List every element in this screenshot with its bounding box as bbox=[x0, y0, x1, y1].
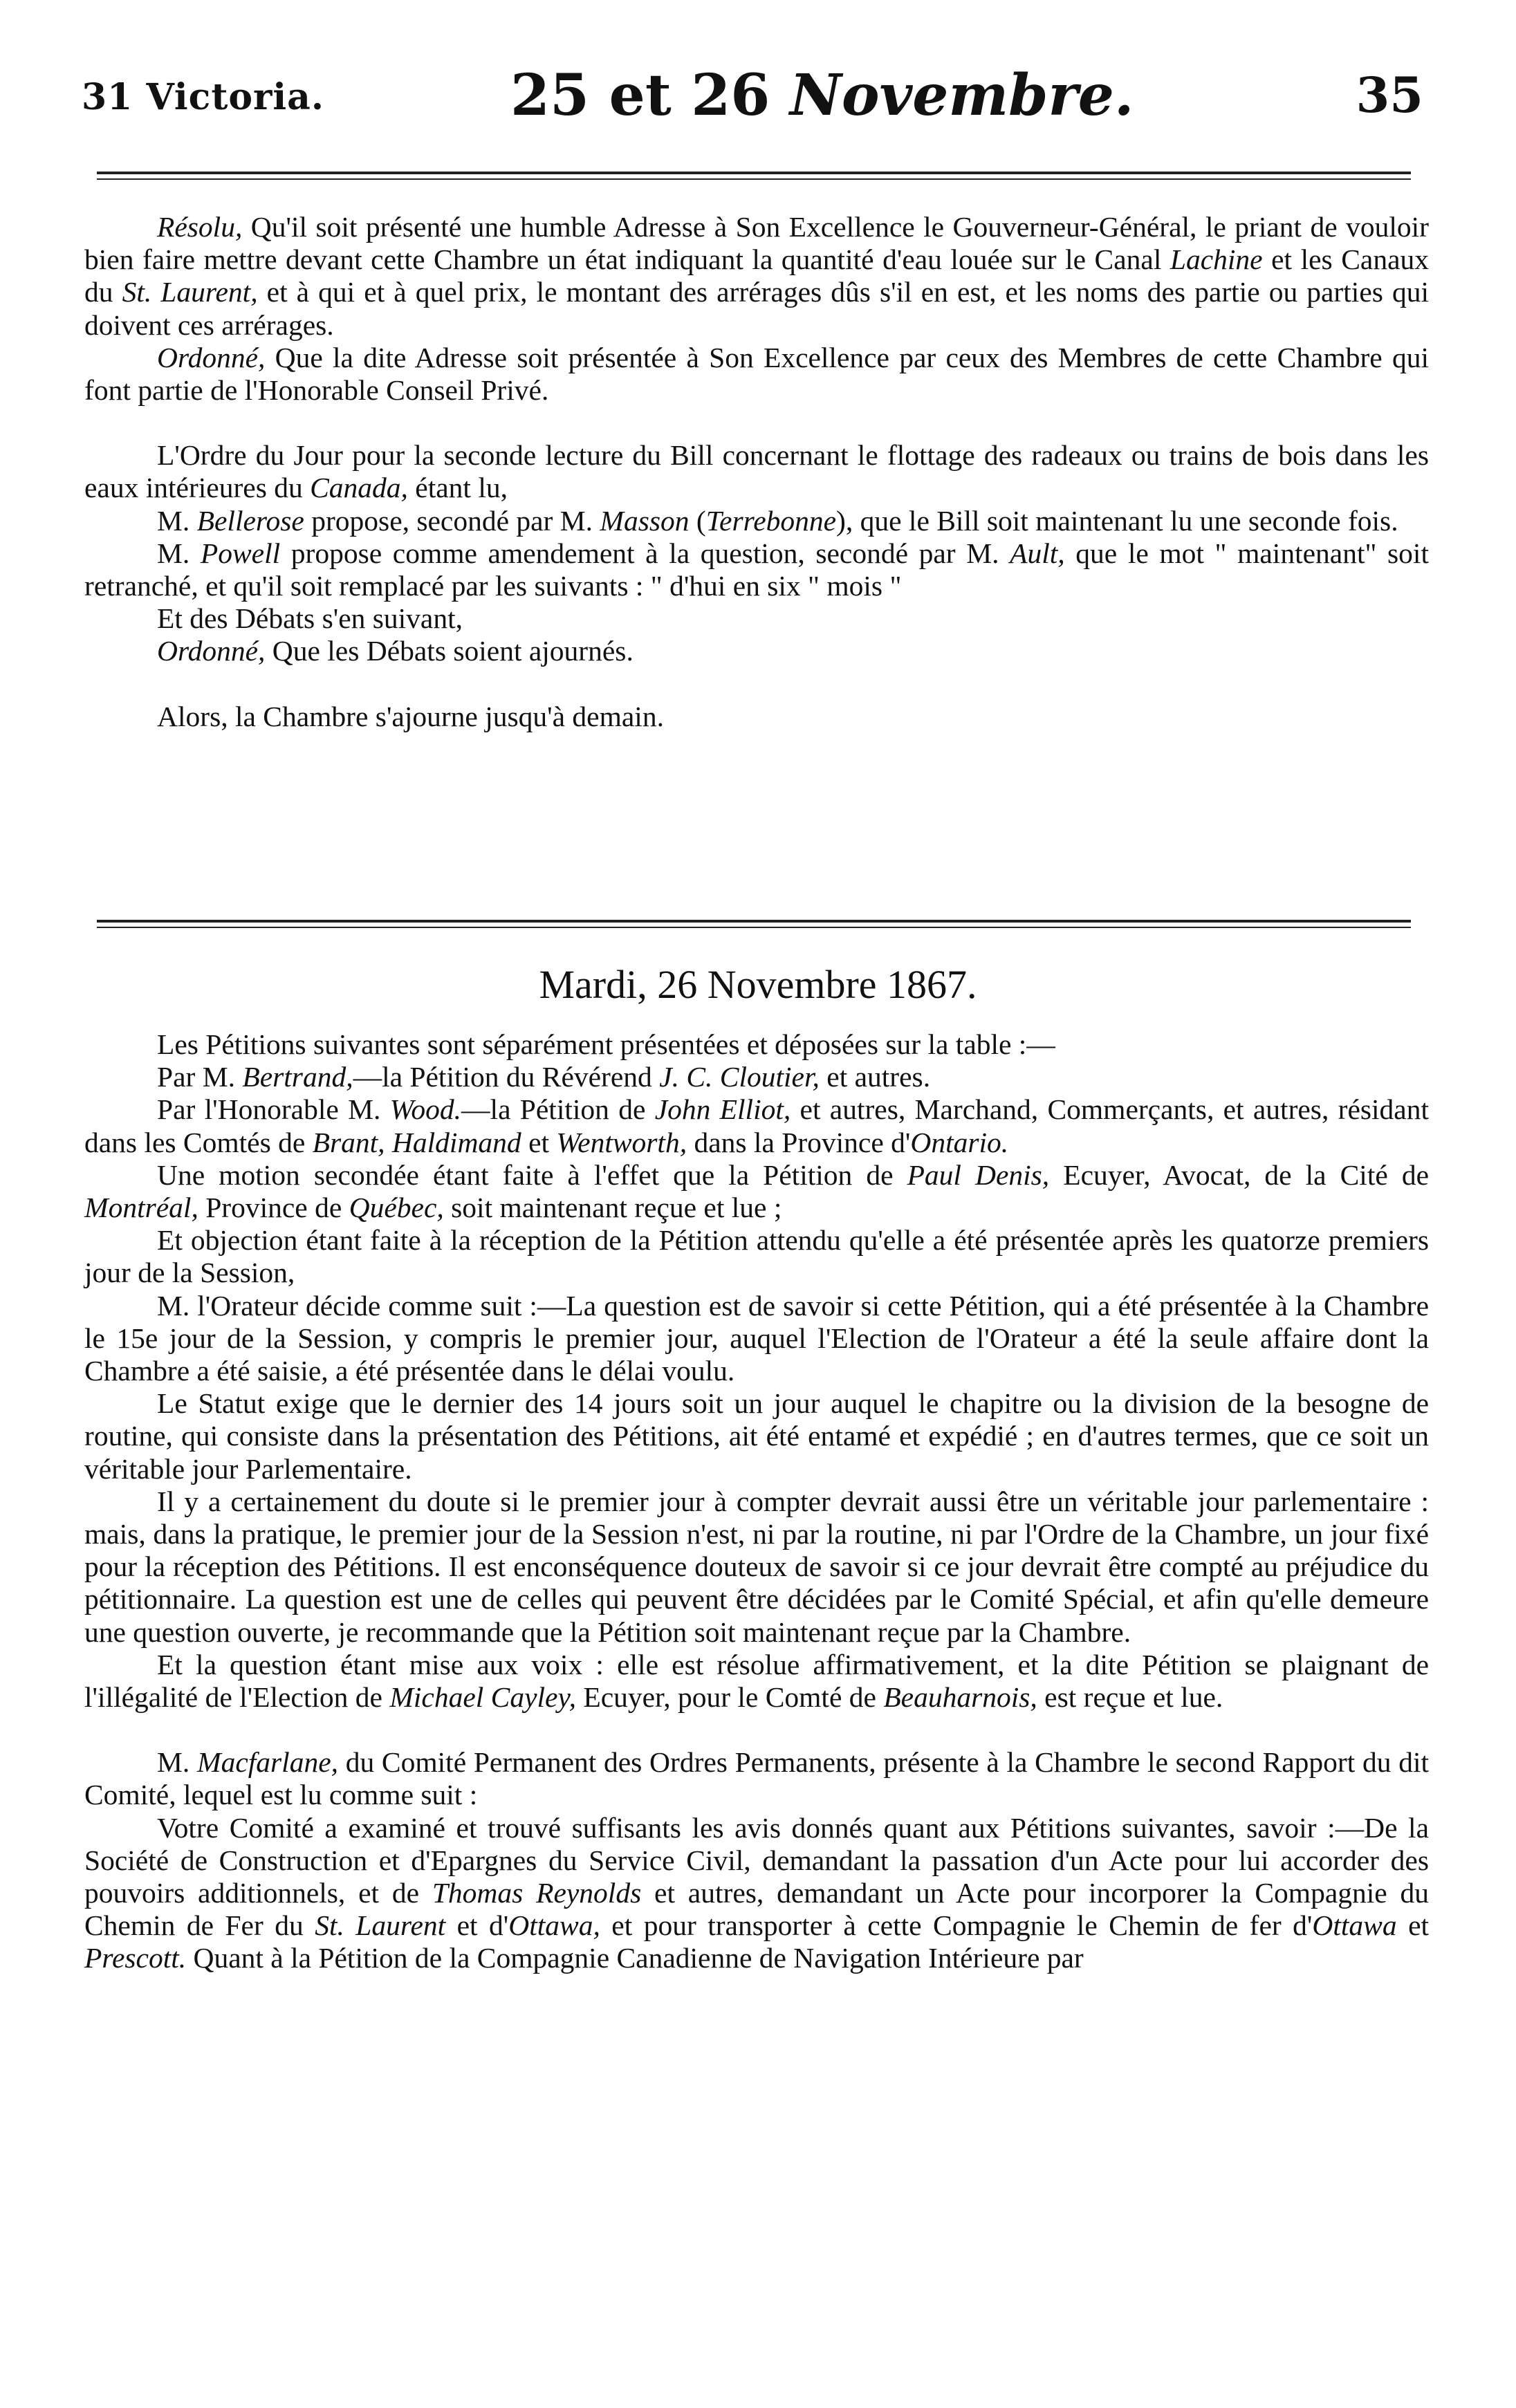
paragraph bbox=[84, 1812, 1429, 1975]
text-run: Que la dite Adresse soit présentée à Son Excellence par ceux des Membres de cette Chambre qui font partie de l'Honorable Conseil Privé. bbox=[84, 341, 1429, 407]
paragraph bbox=[84, 1159, 1429, 1224]
text-run: Que les Débats soient ajournés. bbox=[265, 635, 634, 667]
text-run: Par M. bbox=[157, 1061, 243, 1093]
text-run: Les Pétitions suivantes sont séparément présentées et déposées sur la table :— bbox=[157, 1028, 1055, 1060]
text-run: soit maintenant reçue et lue ; bbox=[443, 1192, 782, 1224]
running-head-date bbox=[510, 62, 1134, 129]
text-run: ), que le Bill soit maintenant lu une seconde fois. bbox=[836, 504, 1398, 537]
text-run: du Comité Permanent des Ordres Permanents, présente à la Chambre le second Rapport du dit Comité, lequel est lu comme suit : bbox=[84, 1746, 1429, 1811]
text-run: L'Ordre du Jour pour la seconde lecture du Bill concernant le flottage des radeaux ou trains de bois dans les eaux intérieures du bbox=[84, 439, 1429, 504]
section-rule bbox=[97, 920, 1411, 923]
italic-run: Wentworth, bbox=[556, 1126, 687, 1158]
paragraph bbox=[84, 211, 1429, 342]
text-run: Alors, la Chambre s'ajourne jusqu'à demain. bbox=[157, 700, 664, 732]
text-run: Province de bbox=[198, 1192, 349, 1224]
italic-run: Thomas Reynolds bbox=[432, 1877, 642, 1909]
italic-run: Québec, bbox=[349, 1192, 444, 1224]
text-run: que le mot " maintenant" soit retranché, et qu'il soit remplacé par les suivants : " d'hui en six " mois " bbox=[84, 537, 1429, 602]
italic-run: Prescott. bbox=[84, 1942, 187, 1974]
italic-run: Paul Denis, bbox=[907, 1158, 1050, 1191]
paragraph bbox=[84, 701, 1429, 733]
day-one-proceedings bbox=[84, 211, 1429, 733]
italic-run: Masson bbox=[600, 504, 690, 537]
italic-run: Powell bbox=[200, 537, 281, 569]
italic-run: Lachine bbox=[1170, 243, 1263, 276]
italic-run: Wood. bbox=[389, 1093, 462, 1126]
text-run: Ecuyer, Avocat, de la Cité de bbox=[1049, 1158, 1429, 1191]
paragraph bbox=[84, 537, 1429, 602]
text-run: Une motion secondée étant faite à l'effet que la Pétition de bbox=[157, 1158, 907, 1191]
italic-run: Ontario. bbox=[910, 1126, 1009, 1158]
header-rule bbox=[97, 172, 1411, 174]
section-rule-thin bbox=[97, 927, 1411, 928]
text-run: M. bbox=[157, 504, 197, 537]
text-run: est reçue et lue. bbox=[1037, 1681, 1223, 1714]
text-run: et autres, Marchand, Commerçants, et autres, résidant dans les Comtés de bbox=[84, 1093, 1429, 1158]
text-run: et d' bbox=[445, 1909, 509, 1942]
paragraph bbox=[84, 1061, 1429, 1093]
text-run: ( bbox=[689, 504, 706, 537]
text-run: Par l'Honorable M. bbox=[157, 1093, 390, 1126]
page-header bbox=[82, 57, 1423, 133]
italic-run: Brant, Haldimand bbox=[312, 1126, 521, 1158]
text-run: Et des Débats s'en suivant, bbox=[157, 602, 463, 635]
text-run: étant lu, bbox=[407, 472, 508, 504]
italic-run: Beauharnois, bbox=[883, 1681, 1037, 1714]
italic-run: Terrebonne bbox=[705, 504, 837, 537]
text-run: et autres, demandant un Acte pour incorporer la Compagnie du Chemin de Fer du bbox=[84, 1877, 1430, 1942]
italic-run: Ordonné, bbox=[157, 635, 266, 667]
italic-run: Ottawa, bbox=[508, 1909, 600, 1942]
text-run: Et objection étant faite à la réception de la Pétition attendu qu'elle a été présentée après les quatorze premiers jour de la Session, bbox=[84, 1224, 1429, 1289]
paragraph bbox=[84, 1746, 1429, 1811]
section-title: Mardi, 26 Novembre 1867. bbox=[539, 962, 977, 1007]
paragraph bbox=[84, 1485, 1429, 1649]
text-run: et à qui et à quel prix, le montant des arrérages dûs s'il en est, et les noms des partie ou parties qui doivent ces arrérages. bbox=[84, 276, 1429, 341]
header-rule-thin bbox=[97, 178, 1411, 180]
italic-run: Résolu, bbox=[157, 211, 243, 243]
italic-run: St. Laurent, bbox=[122, 276, 258, 308]
text-run: Quant à la Pétition de la Compagnie Canadienne de Navigation Intérieure par bbox=[186, 1942, 1084, 1974]
text-run: et les Canaux du bbox=[84, 243, 1429, 308]
text-run: propose comme amendement à la question, secondé par M. bbox=[280, 537, 1010, 569]
italic-run: Bellerose bbox=[196, 504, 304, 537]
text-run: Votre Comité a examiné et trouvé suffisants les avis donnés quant aux Pétitions suivantes, savoir :—De la Société de Construction et d'Epargnes du Service Civil, demandant la passation d'un Acte pour lui accorder des pouvoirs additionnels, et de bbox=[84, 1811, 1429, 1909]
italic-run: Ault, bbox=[1010, 537, 1065, 569]
paragraph bbox=[84, 1224, 1429, 1289]
date-month: Novembre. bbox=[789, 62, 1134, 129]
italic-run: Montréal, bbox=[84, 1192, 198, 1224]
paragraph bbox=[84, 342, 1429, 407]
text-run: M. bbox=[157, 1746, 197, 1779]
date-days: 25 et 26 bbox=[510, 62, 790, 129]
text-run: et bbox=[521, 1126, 557, 1158]
text-run: Il y a certainement du doute si le premier jour à compter devrait aussi être un véritable jour parlementaire : mais, dans la pratique, le premier jour de la Session n'est, ni par la routine, ni par l'Ordre de la Chambre, un jour fixé pour la réception des Pétitions. Il est enconséquence douteux de savoir si ce jour devrait être compté au préjudice du pétitionnaire. La question est une de celles qui peuvent être décidées par le Comité Spécial, et afin qu'elle demeure une question ouverte, je recommande que la Pétition soit maintenant reçue par la Chambre. bbox=[84, 1485, 1429, 1648]
text-run: Le Statut exige que le dernier des 14 jours soit un jour auquel le chapitre ou la division de la besogne de routine, qui consiste dans la présentation des Pétitions, ait été entamé et expédié ; en d'autres termes, que ce soit un véritable jour Parlementaire. bbox=[84, 1387, 1429, 1485]
paragraph bbox=[84, 505, 1429, 537]
italic-run: St. Laurent bbox=[315, 1909, 446, 1942]
text-run: et autres. bbox=[819, 1061, 931, 1093]
paragraph bbox=[84, 439, 1429, 504]
paragraph bbox=[84, 1387, 1429, 1485]
running-head-left: 31 Victoria. bbox=[82, 76, 324, 118]
italic-run: Macfarlane, bbox=[197, 1746, 338, 1779]
text-run: Qu'il soit présenté une humble Adresse à Son Excellence le Gouverneur-Général, le priant de vouloir bien faire mettre devant cette Chambre un état indiquant la quantité d'eau louée sur le Canal bbox=[84, 211, 1429, 276]
day-two-proceedings bbox=[84, 1028, 1429, 1975]
text-run: —la Pétition de bbox=[461, 1093, 655, 1126]
italic-run: Canada, bbox=[310, 472, 408, 504]
text-run: —la Pétition du Révérend bbox=[353, 1061, 660, 1093]
italic-run: Ordonné, bbox=[157, 341, 266, 373]
italic-run: Ottawa bbox=[1312, 1909, 1397, 1942]
page-number: 35 bbox=[1356, 66, 1423, 124]
text-run: M. bbox=[157, 537, 201, 569]
italic-run: J. C. Cloutier, bbox=[659, 1061, 820, 1093]
italic-run: John Elliot, bbox=[654, 1093, 791, 1126]
paragraph bbox=[84, 602, 1429, 635]
italic-run: Bertrand, bbox=[242, 1061, 353, 1093]
paragraph bbox=[84, 1093, 1429, 1158]
text-run: et bbox=[1396, 1909, 1430, 1942]
text-run: Ecuyer, pour le Comté de bbox=[575, 1681, 884, 1714]
text-run: propose, secondé par M. bbox=[304, 504, 600, 537]
text-run: Et la question étant mise aux voix : elle est résolue affirmativement, et la dite Pétition se plaignant de l'illégalité de l'Election de bbox=[84, 1648, 1429, 1714]
text-run: et pour transporter à cette Compagnie le Chemin de fer d' bbox=[600, 1909, 1313, 1942]
text-run: dans la Province d' bbox=[687, 1126, 911, 1158]
paragraph bbox=[84, 1649, 1429, 1714]
paragraph bbox=[84, 635, 1429, 667]
italic-run: Michael Cayley, bbox=[389, 1681, 576, 1714]
paragraph bbox=[84, 1028, 1429, 1061]
text-run: M. l'Orateur décide comme suit :—La question est de savoir si cette Pétition, qui a été présentée à la Chambre le 15e jour de la Session, y compris le premier jour, auquel l'Election de l'Orateur a été la seule affaire dont la Chambre a été saisie, a été présentée dans le délai voulu. bbox=[84, 1289, 1429, 1387]
paragraph bbox=[84, 1290, 1429, 1388]
